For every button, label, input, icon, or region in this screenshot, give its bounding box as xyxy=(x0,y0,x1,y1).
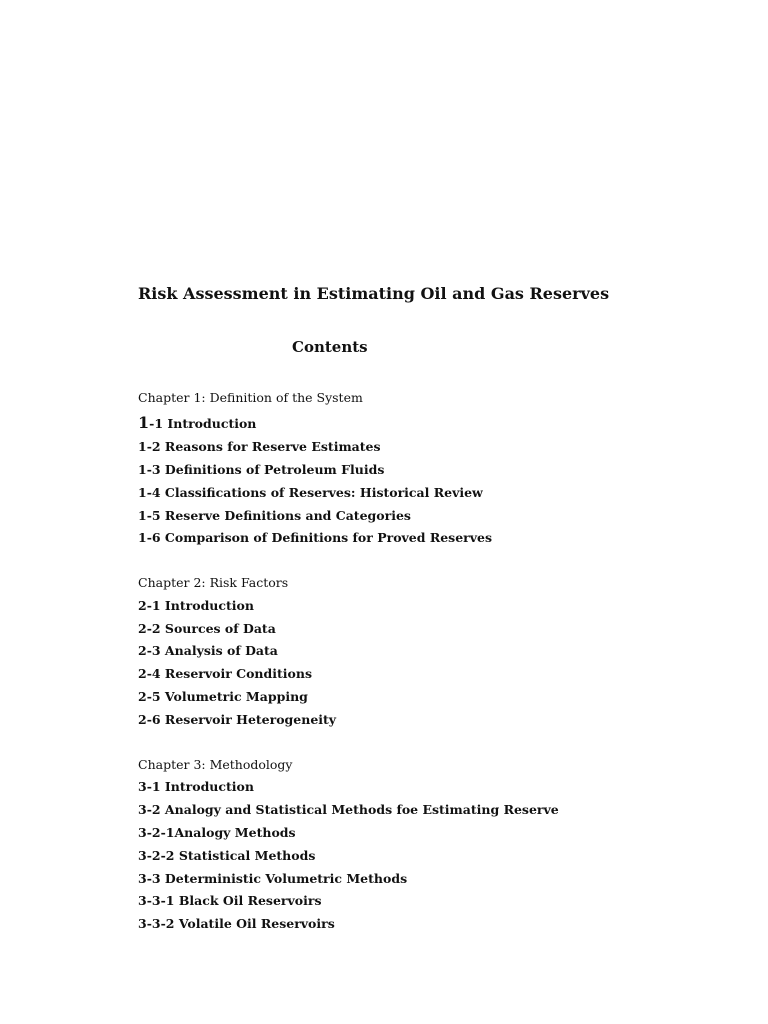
chapter-1-heading: Chapter 1: Definition of the System xyxy=(138,390,363,405)
toc-item-2-2: 2-2 Sources of Data xyxy=(138,621,276,636)
toc-item-3-1: 3-1 Introduction xyxy=(138,779,254,794)
toc-item-3-2: 3-2 Analogy and Statistical Methods foe Estimating Reserve xyxy=(138,802,559,817)
toc-item-3-3-2: 3-3-2 Volatile Oil Reservoirs xyxy=(138,916,335,931)
document-title: Risk Assessment in Estimating Oil and Gas Reserves xyxy=(138,284,610,303)
toc-item-2-4: 2-4 Reservoir Conditions xyxy=(138,666,312,681)
toc-item-3-2-2: 3-2-2 Statistical Methods xyxy=(138,848,316,863)
toc-item-1-1-number: 1 xyxy=(138,413,150,432)
chapter-3-heading: Chapter 3: Methodology xyxy=(138,757,293,772)
toc-item-1-2: 1-2 Reasons for Reserve Estimates xyxy=(138,439,381,454)
toc-item-1-6: 1-6 Comparison of Definitions for Proved Reserves xyxy=(138,530,493,545)
toc-item-3-2-1: 3-2-1Analogy Methods xyxy=(138,825,296,840)
toc-item-2-3: 2-3 Analysis of Data xyxy=(138,643,278,658)
chapter-2-heading: Chapter 2: Risk Factors xyxy=(138,575,289,590)
toc-item-1-3: 1-3 Definitions of Petroleum Fluids xyxy=(138,462,385,477)
contents-heading: Contents xyxy=(292,338,368,356)
toc-item-2-5: 2-5 Volumetric Mapping xyxy=(138,689,308,704)
toc-item-1-1 xyxy=(138,415,256,432)
toc-item-1-4: 1-4 Classifications of Reserves: Historical Review xyxy=(138,485,483,500)
toc-item-2-6: 2-6 Reservoir Heterogeneity xyxy=(138,712,337,727)
toc-item-1-5: 1-5 Reserve Definitions and Categories xyxy=(138,508,411,523)
toc-item-3-3: 3-3 Deterministic Volumetric Methods xyxy=(138,871,408,886)
toc-item-2-1: 2-1 Introduction xyxy=(138,598,254,613)
toc-item-1-1-text: -1 Introduction xyxy=(149,416,257,431)
toc-item-3-3-1: 3-3-1 Black Oil Reservoirs xyxy=(138,893,322,908)
